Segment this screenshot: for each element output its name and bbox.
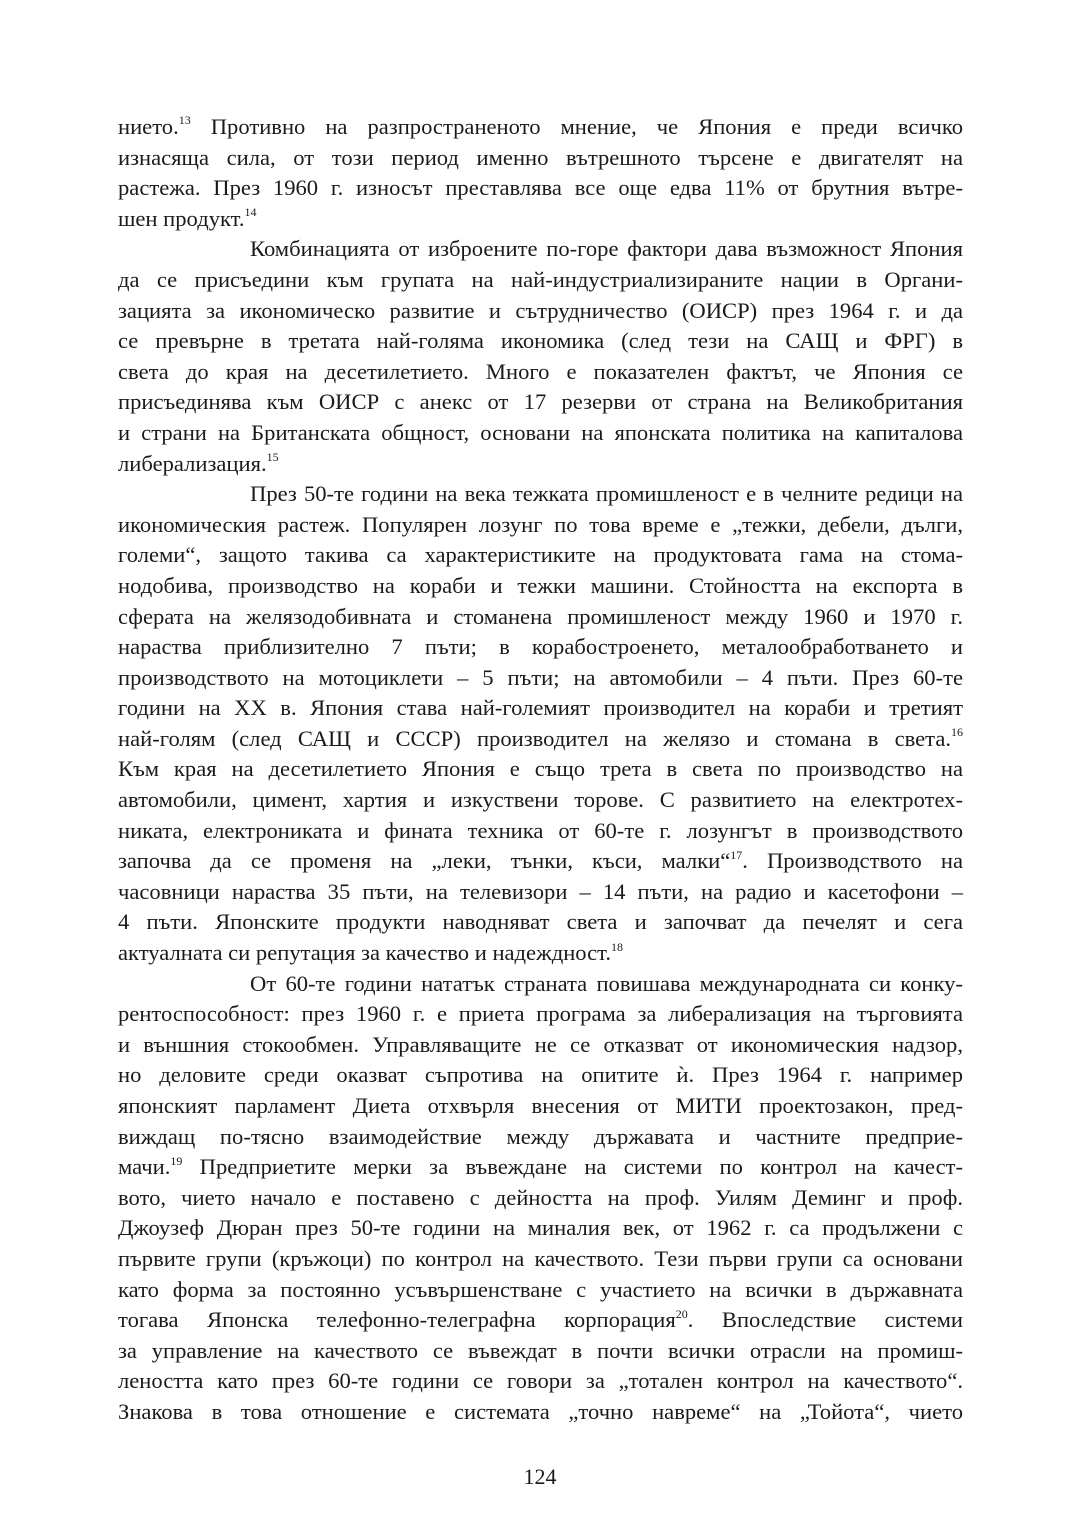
line-text: рентоспособност: през 1960 г. е приета програма за либерализация на търговията [118,1001,963,1027]
line-text: шен продукт. [118,205,245,231]
page-number: 124 [523,1464,557,1489]
line-text: Към края на десетилетието Япония е също трета в света по производство на [118,756,963,782]
footnote-reference[interactable]: 15 [266,450,279,464]
text-line [118,1183,963,1214]
text-line [118,1213,963,1244]
text-line [118,877,963,908]
line-text: актуалната си репутация за качество и надеждност. [118,940,611,966]
line-text-continued: . Производството на [742,848,964,874]
text-line [118,754,963,785]
line-text: зацията за икономическо развитие и сътрудничество (ОИСР) през 1964 г. и да [118,297,963,323]
line-text: големи“, защото такива са характеристиките на продуктовата гама на стома- [118,542,963,568]
text-line [118,510,963,541]
text-line [118,418,963,449]
line-text: нието. [118,114,179,139]
page-body [118,112,963,1428]
line-text: автомобили, цимент, хартия и изкуствени торове. С развитието на електротех- [118,787,963,813]
line-text: мачи. [118,1154,171,1180]
text-line [118,999,963,1030]
line-text: първите групи (кръжоци) по контрол на качеството. Тези първи групи са основани [118,1245,963,1271]
paragraph-p3 [118,479,963,969]
footnote-reference[interactable]: 19 [170,1153,183,1168]
text-line [118,1397,963,1428]
line-text: часовници нараства 35 пъти, на телевизори – 14 пъти, на радио и касетофони – [118,878,963,904]
line-text: 4 пъти. Японските продукти наводняват света и започват да печелят и сега [118,909,963,935]
text-line [118,1152,963,1183]
footnote-reference[interactable]: 20 [675,1306,688,1321]
text-line [118,1122,963,1153]
text-line [118,1030,963,1061]
line-text: либерализация. [118,450,267,476]
footnote-reference[interactable]: 14 [244,205,257,220]
text-line [118,234,963,265]
text-line [118,112,963,143]
text-line [118,1336,963,1367]
text-line [118,724,963,755]
line-text: но деловите среди оказват съпротива на опитите ѝ. През 1964 г. например [118,1062,963,1088]
line-text: виждащ по-тясно взаимодействие между държавата и частните предприе- [118,1123,963,1149]
line-text: и страни на Британската общност, основани на японската политика на капиталова [118,419,963,445]
line-text: Комбинацията от изброените по-горе фактори дава възможност Япония [250,236,963,262]
text-line [118,938,963,969]
text-line [118,571,963,602]
line-text: години на XX в. Япония става най-големият производител на кораби и третият [118,695,963,721]
footnote-reference[interactable]: 17 [730,847,743,862]
line-text: най-голям (след САЩ и СССР) производител на желязо и стомана в света. [118,725,951,751]
text-line [118,1366,963,1397]
line-text: да се присъедини към групата на най-индустриализираните нации в Органи- [118,266,963,292]
text-line [118,479,963,510]
line-text: леността като през 60-те години се говори за „тотален контрол на качеството“. [118,1368,963,1394]
text-line [118,265,963,296]
footnote-reference[interactable]: 18 [611,939,623,954]
paragraph-p4 [118,969,963,1428]
line-text: изнасяща сила, от този период именно вътрешното търсене е двигателят на [118,144,963,170]
line-text: нараства приблизително 7 пъти; в корабостроенето, металообработването и [118,634,963,660]
line-text: Знакова в това отношение е системата „точно навреме“ на „Тойота“, чието [118,1398,963,1424]
text-line [118,846,963,877]
footnote-reference[interactable]: 13 [178,113,191,128]
paragraph-p1 [118,112,963,234]
text-line [118,449,963,480]
line-text: вото, чието начало е поставено с дейността на проф. Уилям Деминг и проф. [118,1184,963,1210]
text-line [118,173,963,204]
text-line [118,387,963,418]
text-line [118,785,963,816]
line-text: сферата на желязодобивната и стоманена промишленост между 1960 и 1970 г. [118,603,963,629]
text-line [118,540,963,571]
text-line [118,1091,963,1122]
line-text: света до края на десетилетието. Много е показателен фактът, че Япония се [118,358,963,384]
text-line [118,326,963,357]
text-line [118,204,963,235]
text-line [118,1244,963,1275]
line-text: От 60-те години нататък страната повишава международната си конку- [250,970,963,996]
line-text: за управление на качеството се въвеждат в почти всички отрасли на промиш- [118,1337,963,1363]
text-line [118,1275,963,1306]
text-line [118,907,963,938]
text-line [118,602,963,633]
line-text-continued: Противно на разпространеното мнение, че Япония е преди всичко [190,114,963,139]
line-text: растежа. През 1960 г. износът преставлява все още едва 11% от брутния вътре- [118,175,963,201]
line-text: и външния стокообмен. Управляващите не се отказват от икономическия надзор, [118,1031,963,1057]
line-text: производството на мотоциклети – 5 пъти; на автомобили – 4 пъти. През 60-те [118,664,963,690]
text-line [118,296,963,327]
line-text: присъединява към ОИСР с анекс от 17 резерви от страна на Великобритания [118,389,963,415]
line-text: японският парламент Диета отхвърля внесения от МИТИ проектозакон, пред- [118,1093,963,1118]
text-line [118,632,963,663]
line-text: През 50-те години на века тежката промишленост е в челните редици на [250,481,963,507]
line-text: започва да се променя на „леки, тънки, къси, малки“ [118,848,731,874]
line-text-continued: . Впоследствие системи [687,1307,963,1333]
text-line [118,816,963,847]
text-line [118,1305,963,1336]
footnote-reference[interactable]: 16 [951,725,963,740]
line-text: никата, електрониката и фината техника от 60-те г. лозунгът в производството [118,817,963,843]
line-text: се превърне в третата най-голяма икономика (след тези на САЩ и ФРГ) в [118,328,963,354]
line-text: като форма за постоянно усъвършенстване с участието на всички в държавната [118,1276,963,1302]
line-text: икономическия растеж. Популярен лозунг по това време е „тежки, дебели, дълги, [118,511,963,537]
paragraph-p2 [118,234,963,479]
line-text-continued: Предприетите мерки за въвеждане на системи по контрол на качест- [182,1154,963,1180]
text-line [118,357,963,388]
line-text: тогава Японска телефонно-телеграфна корпорация [118,1307,676,1333]
text-line [118,143,963,174]
line-text: Джоузеф Дюран през 50-те години на миналия век, от 1962 г. са продължени с [118,1215,963,1241]
text-line [118,1060,963,1091]
text-line [118,693,963,724]
text-line [118,663,963,694]
text-line [118,969,963,1000]
line-text: нодобива, производство на кораби и тежки машини. Стойността на експорта в [118,572,963,598]
